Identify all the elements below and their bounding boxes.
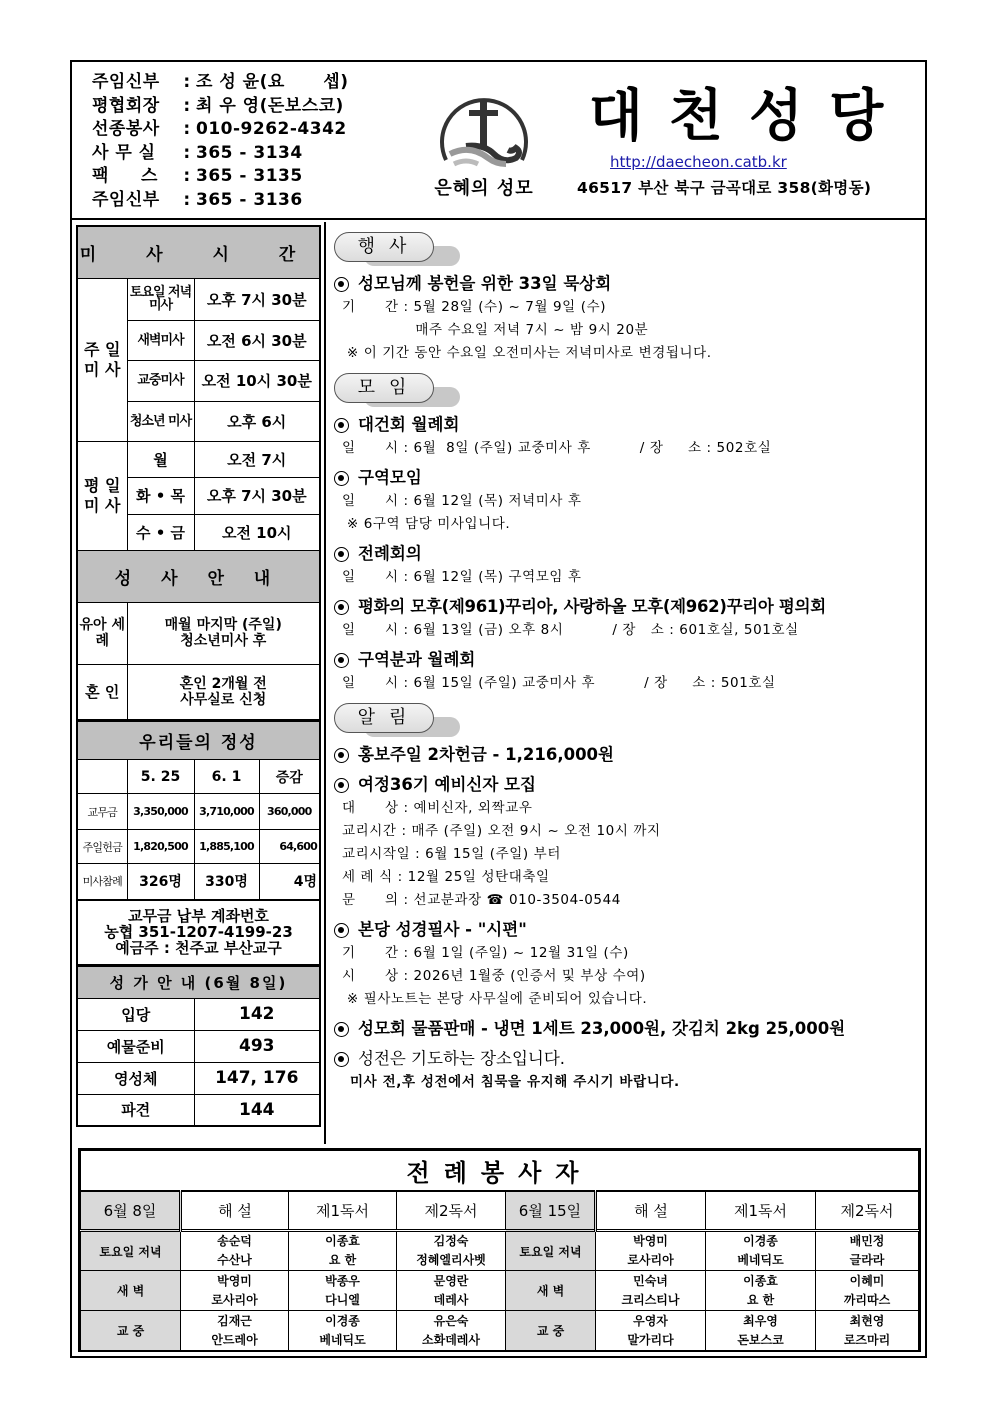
liturgy-ministers xyxy=(78,1148,921,1352)
colon: : xyxy=(183,142,191,163)
mass-time: 오후 7시 30분 xyxy=(194,278,320,320)
baptismal-name: 다니엘 xyxy=(325,1292,360,1307)
minister-cell xyxy=(289,1311,397,1351)
bullet-icon xyxy=(334,748,349,763)
sunday-mass-label: 주 일 미 사 xyxy=(77,278,127,441)
minister-name: 김정숙 xyxy=(433,1234,469,1248)
slot-label: 교 중 xyxy=(81,1311,181,1351)
minister-name: 이경종 xyxy=(325,1313,360,1328)
colon: : xyxy=(183,72,191,92)
baptismal-name: 데레사 xyxy=(433,1292,469,1307)
offerings-row-label: 교무금 xyxy=(77,794,127,830)
mass-time: 오후 6시 xyxy=(194,401,320,441)
notice-line: ※ 필사노트는 본당 사무실에 준비되어 있습니다. xyxy=(342,991,648,1007)
hymns-table xyxy=(76,966,321,1128)
minister-name: 송순덕 xyxy=(217,1234,252,1248)
baptismal-name: 정혜엘리사벳 xyxy=(416,1253,486,1267)
slot-label: 교 중 xyxy=(506,1311,596,1351)
mass-time: 오전 6시 30분 xyxy=(194,320,320,360)
notice-line: ※ 6구역 담당 미사입니다. xyxy=(342,516,511,532)
contact-row xyxy=(92,118,349,142)
contact-value: 010-9262-4342 xyxy=(196,119,347,139)
hymn-number: 144 xyxy=(194,1094,320,1126)
minister-name: 민숙녀 xyxy=(633,1273,668,1288)
minister-cell xyxy=(596,1231,706,1271)
notice-item xyxy=(334,272,919,365)
offerings-col-header: 5. 25 xyxy=(127,760,194,794)
hymn-part: 파견 xyxy=(77,1094,194,1126)
baptismal-name: 소화데레사 xyxy=(422,1332,480,1347)
offerings-value: 1,820,500 xyxy=(127,830,194,864)
notice-title: 성전은 기도하는 장소입니다. xyxy=(358,1049,566,1068)
baptismal-name: 글라라 xyxy=(849,1253,885,1267)
baptismal-name: 돈보스코 xyxy=(737,1332,784,1347)
minister-name: 박영미 xyxy=(633,1234,668,1248)
notice-title: 성모님께 봉헌을 위한 33일 묵상회 xyxy=(358,274,612,293)
bulletin-page xyxy=(70,60,927,1358)
baptismal-name: 크리스티나 xyxy=(621,1292,680,1307)
notice-item xyxy=(334,595,919,642)
weekday-mass-label: 평 일 미 사 xyxy=(77,441,127,550)
logo-caption: 은혜의 성모 xyxy=(434,178,534,199)
offerings-row-label: 주일헌금 xyxy=(77,830,127,864)
notice-title: 홍보주일 2차헌금 - 1,216,000원 xyxy=(358,745,614,764)
mass-name: 화 • 목 xyxy=(127,477,194,514)
baptismal-name: 로즈마리 xyxy=(843,1332,891,1347)
slot-label: 토요일 저녁 xyxy=(81,1231,181,1271)
col-second-reading: 제2독서 xyxy=(397,1191,506,1231)
slot-label: 토요일 저녁 xyxy=(506,1231,596,1271)
section-meetings xyxy=(334,373,919,695)
bullet-icon xyxy=(334,418,349,433)
contact-value: 365 - 3134 xyxy=(196,142,303,163)
notice-item xyxy=(334,648,919,695)
bullet-icon xyxy=(334,1022,349,1037)
minister-cell xyxy=(596,1311,706,1351)
hymn-part: 예물준비 xyxy=(77,1030,194,1062)
notice-item xyxy=(334,743,919,767)
hymn-number: 493 xyxy=(194,1030,320,1062)
contact-value: 최 우 영(돈보스코) xyxy=(196,95,344,116)
contact-row xyxy=(92,165,349,189)
bullet-icon xyxy=(334,471,349,486)
baptismal-name: 요 한 xyxy=(328,1253,357,1267)
notice-title: 대건회 월례회 xyxy=(358,415,460,434)
notice-line: 기 간 : 6월 1일 (주일) ~ 12월 31일 (수) xyxy=(342,945,629,961)
offerings-heading: 우리들의 정성 xyxy=(77,722,320,760)
account-holder: 예금주 : 천주교 부산교구 xyxy=(115,938,282,957)
col-first-reading: 제1독서 xyxy=(289,1191,397,1231)
offerings-value: 3,350,000 xyxy=(127,794,194,830)
notice-line: 대 상 : 예비신자, 외짝교우 xyxy=(342,800,533,816)
section-announcements xyxy=(334,703,919,1094)
minister-cell xyxy=(181,1271,289,1311)
offerings-value: 326명 xyxy=(127,864,194,900)
contact-row xyxy=(92,71,349,95)
minister-name: 우영자 xyxy=(633,1313,668,1328)
contact-value: 365 - 3135 xyxy=(196,166,303,186)
contact-row xyxy=(92,95,349,119)
minister-cell xyxy=(397,1231,506,1271)
minister-cell xyxy=(706,1231,816,1271)
notice-item xyxy=(334,413,919,460)
colon: : xyxy=(183,166,191,186)
notice-line: ※ 이 기간 동안 수요일 오전미사는 저녁미사로 변경됩니다. xyxy=(342,345,712,361)
notice-item xyxy=(334,1017,919,1041)
contact-label: 주임신부 xyxy=(92,72,160,92)
col-commentary: 해 설 xyxy=(181,1191,289,1231)
parish-logo xyxy=(424,88,544,200)
sacrament-name: 유아 세례 xyxy=(77,602,127,664)
mass-name: 새벽미사 xyxy=(127,320,194,360)
minister-name: 김재근 xyxy=(217,1313,252,1328)
notice-line: 일 시 : 6월 8일 (주일) 교중미사 후 / 장 소 : 502호실 xyxy=(342,440,772,456)
hymn-part: 영성체 xyxy=(77,1062,194,1094)
offerings-col-header: 증감 xyxy=(259,760,320,794)
bullet-icon xyxy=(334,923,349,938)
minister-cell xyxy=(181,1311,289,1351)
minister-cell xyxy=(397,1271,506,1311)
notice-title: 본당 성경필사 - "시편" xyxy=(358,920,527,939)
notice-line: 일 시 : 6월 15일 (주일) 교중미사 후 / 장 소 : 501호실 xyxy=(342,675,776,691)
hymn-number: 142 xyxy=(194,998,320,1030)
slot-label: 새 벽 xyxy=(81,1271,181,1311)
mass-times-table xyxy=(76,225,321,721)
contact-label: 사 무 실 xyxy=(92,142,156,163)
contact-row xyxy=(92,189,349,213)
notice-item xyxy=(334,1047,919,1094)
week-date: 6월 8일 xyxy=(81,1191,181,1231)
baptismal-name: 로사리아 xyxy=(627,1253,674,1267)
minister-cell xyxy=(816,1271,919,1311)
notice-line: 교리시간 : 매주 (주일) 오전 9시 ~ 오전 10시 까지 xyxy=(342,823,661,839)
notice-title: 구역모임 xyxy=(358,468,422,487)
sacrament-desc-line: 혼인 2개월 전 xyxy=(179,675,267,692)
notice-line: 문 의 : 선교분과장 ☎ 010-3504-0544 xyxy=(342,892,621,908)
notice-title: 여정36기 예비신자 모집 xyxy=(358,775,536,794)
section-tag-label: 모임 xyxy=(334,373,434,403)
mass-name: 토요일 저녁미사 xyxy=(127,278,194,320)
offerings-col-header xyxy=(77,760,127,794)
notice-line: 일 시 : 6월 12일 (목) 저녁미사 후 xyxy=(342,493,582,509)
contact-label: 팩 스 xyxy=(92,166,158,186)
offerings-value: 4명 xyxy=(259,864,320,900)
sacrament-name: 혼 인 xyxy=(77,664,127,720)
colon: : xyxy=(183,119,191,139)
sacrament-desc-line: 사무실로 신청 xyxy=(180,691,267,708)
notice-item xyxy=(334,542,919,589)
mass-name: 청소년 미사 xyxy=(127,401,194,441)
notice-line: 시 상 : 2026년 1월중 (인증서 및 부상 수여) xyxy=(342,968,646,984)
col-commentary: 해 설 xyxy=(596,1191,706,1231)
contact-info xyxy=(92,71,349,212)
notice-line: 미사 전,후 성전에서 침묵을 유지해 주시기 바랍니다. xyxy=(350,1074,680,1090)
offerings-table xyxy=(76,721,321,901)
cross-wave-logo-icon xyxy=(436,88,532,172)
contact-row xyxy=(92,142,349,166)
minister-name: 박종우 xyxy=(325,1273,360,1288)
slot-label: 새 벽 xyxy=(506,1271,596,1311)
baptismal-name: 수산나 xyxy=(217,1253,252,1267)
notice-item xyxy=(334,466,919,536)
minister-name: 이혜미 xyxy=(849,1273,885,1288)
contact-value: 조 성 윤(요 셉) xyxy=(196,72,349,92)
baptismal-name: 까리따스 xyxy=(843,1292,891,1307)
parish-title: 대천성당 xyxy=(588,84,910,149)
offerings-row-label: 미사참례 xyxy=(77,864,127,900)
minister-cell xyxy=(397,1311,506,1351)
account-info xyxy=(76,901,321,966)
bullet-icon xyxy=(334,547,349,562)
account-number: 농협 351-1207-4199-23 xyxy=(104,922,293,941)
bullet-icon xyxy=(334,1052,349,1067)
hymns-heading: 성 가 안 내 (6월 8일) xyxy=(77,966,320,998)
notice-item xyxy=(334,773,919,912)
minister-name: 이종효 xyxy=(325,1234,360,1248)
bullet-icon xyxy=(334,277,349,292)
notice-title: 성모회 물품판매 - 냉면 1세트 23,000원, 갓김치 2kg 25,000원 xyxy=(358,1019,846,1038)
contact-label: 선종봉사 xyxy=(92,119,160,139)
section-tag-label: 알림 xyxy=(334,703,434,733)
parish-address: 46517 부산 북구 금곡대로 358(화명동) xyxy=(577,179,872,197)
contact-label: 평협회장 xyxy=(92,95,160,116)
notice-item xyxy=(334,918,919,1011)
hymn-part: 입당 xyxy=(77,998,194,1030)
minister-cell xyxy=(181,1231,289,1271)
section-tag-label: 행사 xyxy=(334,232,434,262)
baptismal-name: 로사리아 xyxy=(211,1292,258,1307)
header xyxy=(72,62,925,220)
minister-name: 이종효 xyxy=(743,1273,778,1288)
colon: : xyxy=(183,189,191,210)
colon: : xyxy=(183,95,191,116)
minister-cell xyxy=(596,1271,706,1311)
mass-name: 교중미사 xyxy=(127,360,194,401)
minister-cell xyxy=(289,1231,397,1271)
account-line: 교무금 납부 계좌번호 xyxy=(128,906,269,925)
col-second-reading: 제2독서 xyxy=(816,1191,919,1231)
notice-line: 교리시작일 : 6월 15일 (주일) 부터 xyxy=(342,846,561,862)
column-divider xyxy=(324,222,326,1144)
baptismal-name: 요 한 xyxy=(746,1292,775,1307)
offerings-col-header: 6. 1 xyxy=(194,760,259,794)
notice-line: 기 간 : 5월 28일 (수) ~ 7월 9일 (수) xyxy=(342,299,607,315)
mass-name: 수 • 금 xyxy=(127,514,194,550)
minister-cell xyxy=(816,1231,919,1271)
mass-times-heading: 미 사 시 간 xyxy=(77,226,320,278)
mass-name: 월 xyxy=(127,441,194,477)
offerings-value: 1,885,100 xyxy=(194,830,259,864)
minister-name: 문영란 xyxy=(433,1273,469,1288)
offerings-value: 330명 xyxy=(194,864,259,900)
sacraments-heading: 성 사 안 내 xyxy=(77,550,320,602)
notice-line: 일 시 : 6월 12일 (목) 구역모임 후 xyxy=(342,569,582,585)
website-link[interactable]: http://daecheon.catb.kr xyxy=(610,153,787,171)
baptismal-name: 말가리다 xyxy=(627,1332,674,1347)
mass-time: 오전 10시 xyxy=(194,514,320,550)
minister-cell xyxy=(706,1311,816,1351)
offerings-value: 360,000 xyxy=(259,794,320,830)
minister-cell xyxy=(816,1311,919,1351)
right-column xyxy=(334,232,919,1102)
baptismal-name: 안드레아 xyxy=(211,1332,258,1347)
mass-time: 오후 7시 30분 xyxy=(194,477,320,514)
hymn-number: 147, 176 xyxy=(194,1062,320,1094)
notice-title: 전례회의 xyxy=(358,544,422,563)
minister-cell xyxy=(289,1271,397,1311)
minister-name: 최현영 xyxy=(849,1313,885,1328)
minister-name: 최우영 xyxy=(743,1313,778,1328)
baptismal-name: 베네딕도 xyxy=(319,1332,366,1347)
minister-name: 유은숙 xyxy=(433,1313,469,1328)
bullet-icon xyxy=(334,778,349,793)
contact-value: 365 - 3136 xyxy=(196,189,303,210)
section-tag xyxy=(334,232,434,264)
bullet-icon xyxy=(334,653,349,668)
liturgy-table xyxy=(80,1150,919,1351)
sacrament-desc-line: 매월 마지막 (주일) xyxy=(164,617,282,633)
bullet-icon xyxy=(334,600,349,615)
sacrament-desc xyxy=(127,602,320,664)
notice-line: 매주 수요일 저녁 7시 ~ 밤 9시 20분 xyxy=(342,322,649,338)
left-column xyxy=(76,225,321,1127)
offerings-value: 3,710,000 xyxy=(194,794,259,830)
section-tag xyxy=(334,703,434,735)
col-first-reading: 제1독서 xyxy=(706,1191,816,1231)
notice-title: 구역분과 월례회 xyxy=(358,650,476,669)
sacrament-desc-line: 청소년미사 후 xyxy=(180,633,267,649)
minister-name: 박영미 xyxy=(217,1273,252,1288)
week-date: 6월 15일 xyxy=(506,1191,596,1231)
minister-name: 이경종 xyxy=(743,1234,778,1248)
mass-time: 오전 10시 30분 xyxy=(194,360,320,401)
contact-label: 주임신부 xyxy=(92,189,160,210)
notice-title: 평화의 모후(제961)꾸리아, 사랑하올 모후(제962)꾸리아 평의회 xyxy=(358,597,826,616)
sacrament-desc xyxy=(127,664,320,720)
mass-time: 오전 7시 xyxy=(194,441,320,477)
liturgy-heading: 전례봉사자 xyxy=(81,1151,919,1191)
offerings-value: 64,600 xyxy=(259,830,320,864)
minister-name: 배민정 xyxy=(849,1234,885,1248)
minister-cell xyxy=(706,1271,816,1311)
baptismal-name: 베네딕도 xyxy=(737,1253,784,1267)
notice-line: 세 례 식 : 12월 25일 성탄대축일 xyxy=(342,869,550,885)
section-tag xyxy=(334,373,434,405)
notice-line: 일 시 : 6월 13일 (금) 오후 8시 / 장 소 : 601호실, 501호실 xyxy=(342,622,799,638)
section-events xyxy=(334,232,919,365)
